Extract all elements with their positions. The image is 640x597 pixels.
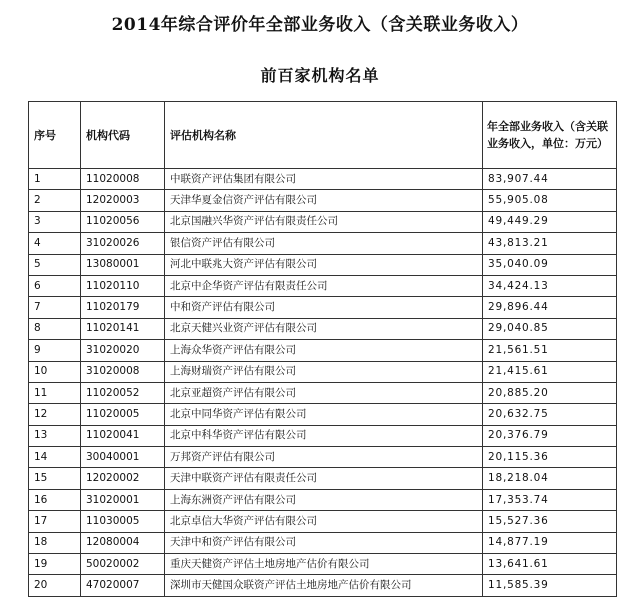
table-row: [29, 254, 617, 275]
cell-seq: 4: [29, 233, 81, 254]
cell-code: 11020056: [81, 211, 165, 232]
cell-seq: 20: [29, 575, 81, 596]
header-name: 评估机构名称: [165, 102, 483, 169]
cell-seq: 5: [29, 254, 81, 275]
cell-name: 北京中科华资产评估有限公司: [165, 425, 483, 446]
cell-name: 银信资产评估有限公司: [165, 233, 483, 254]
cell-name: 北京国融兴华资产评估有限责任公司: [165, 211, 483, 232]
cell-code: 11020008: [81, 169, 165, 190]
cell-revenue: 18,218.04: [483, 468, 617, 489]
cell-revenue: 11,585.39: [483, 575, 617, 596]
table-row: [29, 404, 617, 425]
table-row: [29, 468, 617, 489]
table-row: [29, 382, 617, 403]
table-row: [29, 447, 617, 468]
table-row: [29, 233, 617, 254]
cell-name: 北京天健兴业资产评估有限公司: [165, 318, 483, 339]
cell-name: 上海众华资产评估有限公司: [165, 340, 483, 361]
document-title: 2014年综合评价年全部业务收入（含关联业务收入）: [111, 15, 529, 35]
cell-revenue: 21,415.61: [483, 361, 617, 382]
cell-revenue: 20,115.36: [483, 447, 617, 468]
ranking-table: [28, 101, 617, 597]
table-row: [29, 575, 617, 596]
cell-name: 万邦资产评估有限公司: [165, 447, 483, 468]
cell-code: 11020052: [81, 382, 165, 403]
cell-code: 31020008: [81, 361, 165, 382]
cell-name: 中和资产评估有限公司: [165, 297, 483, 318]
cell-seq: 19: [29, 554, 81, 575]
cell-code: 31020020: [81, 340, 165, 361]
header-revenue: 年全部业务收入（含关联业务收入，单位：万元）: [483, 102, 617, 169]
cell-seq: 15: [29, 468, 81, 489]
cell-revenue: 20,885.20: [483, 382, 617, 403]
table-row: [29, 318, 617, 339]
cell-name: 中联资产评估集团有限公司: [165, 169, 483, 190]
table-header: [29, 102, 617, 169]
cell-revenue: 20,376.79: [483, 425, 617, 446]
cell-revenue: 14,877.19: [483, 532, 617, 553]
cell-code: 11020041: [81, 425, 165, 446]
cell-name: 北京卓信大华资产评估有限公司: [165, 511, 483, 532]
header-code: 机构代码: [81, 102, 165, 169]
cell-revenue: 43,813.21: [483, 233, 617, 254]
cell-revenue: 15,527.36: [483, 511, 617, 532]
cell-revenue: 49,449.29: [483, 211, 617, 232]
cell-seq: 17: [29, 511, 81, 532]
cell-revenue: 17,353.74: [483, 489, 617, 510]
cell-code: 12080004: [81, 532, 165, 553]
cell-seq: 13: [29, 425, 81, 446]
cell-name: 上海财瑞资产评估有限公司: [165, 361, 483, 382]
header-seq: 序号: [29, 102, 81, 169]
cell-revenue: 29,896.44: [483, 297, 617, 318]
header-row: [29, 102, 617, 169]
table-row: [29, 554, 617, 575]
table-body: [29, 169, 617, 597]
cell-code: 47020007: [81, 575, 165, 596]
cell-code: 11020005: [81, 404, 165, 425]
cell-code: 11030005: [81, 511, 165, 532]
cell-seq: 3: [29, 211, 81, 232]
cell-code: 13080001: [81, 254, 165, 275]
cell-name: 河北中联兆大资产评估有限公司: [165, 254, 483, 275]
cell-code: 11020179: [81, 297, 165, 318]
cell-name: 北京亚超资产评估有限公司: [165, 382, 483, 403]
cell-code: 11020141: [81, 318, 165, 339]
cell-seq: 7: [29, 297, 81, 318]
cell-seq: 16: [29, 489, 81, 510]
table-row: [29, 340, 617, 361]
cell-name: 北京中企华资产评估有限责任公司: [165, 275, 483, 296]
table-row: [29, 425, 617, 446]
table-row: [29, 169, 617, 190]
cell-revenue: 20,632.75: [483, 404, 617, 425]
cell-code: 31020026: [81, 233, 165, 254]
document-subtitle: 前百家机构名单: [260, 66, 380, 85]
cell-seq: 8: [29, 318, 81, 339]
cell-seq: 18: [29, 532, 81, 553]
cell-seq: 6: [29, 275, 81, 296]
cell-seq: 2: [29, 190, 81, 211]
cell-seq: 11: [29, 382, 81, 403]
table-row: [29, 211, 617, 232]
cell-code: 11020110: [81, 275, 165, 296]
cell-name: 天津中联资产评估有限责任公司: [165, 468, 483, 489]
cell-code: 30040001: [81, 447, 165, 468]
cell-code: 12020002: [81, 468, 165, 489]
cell-revenue: 29,040.85: [483, 318, 617, 339]
table-row: [29, 190, 617, 211]
cell-revenue: 55,905.08: [483, 190, 617, 211]
cell-seq: 10: [29, 361, 81, 382]
cell-name: 重庆天健资产评估土地房地产估价有限公司: [165, 554, 483, 575]
table-row: [29, 532, 617, 553]
cell-code: 12020003: [81, 190, 165, 211]
table-row: [29, 297, 617, 318]
cell-name: 深圳市天健国众联资产评估土地房地产估价有限公司: [165, 575, 483, 596]
cell-revenue: 13,641.61: [483, 554, 617, 575]
cell-name: 北京中同华资产评估有限公司: [165, 404, 483, 425]
cell-name: 天津华夏金信资产评估有限公司: [165, 190, 483, 211]
table-row: [29, 361, 617, 382]
cell-revenue: 35,040.09: [483, 254, 617, 275]
table-row: [29, 275, 617, 296]
cell-revenue: 34,424.13: [483, 275, 617, 296]
table-row: [29, 511, 617, 532]
cell-seq: 12: [29, 404, 81, 425]
cell-name: 天津中和资产评估有限公司: [165, 532, 483, 553]
table-row: [29, 489, 617, 510]
cell-seq: 1: [29, 169, 81, 190]
cell-name: 上海东洲资产评估有限公司: [165, 489, 483, 510]
cell-revenue: 83,907.44: [483, 169, 617, 190]
cell-seq: 14: [29, 447, 81, 468]
cell-code: 31020001: [81, 489, 165, 510]
cell-code: 50020002: [81, 554, 165, 575]
cell-seq: 9: [29, 340, 81, 361]
cell-revenue: 21,561.51: [483, 340, 617, 361]
